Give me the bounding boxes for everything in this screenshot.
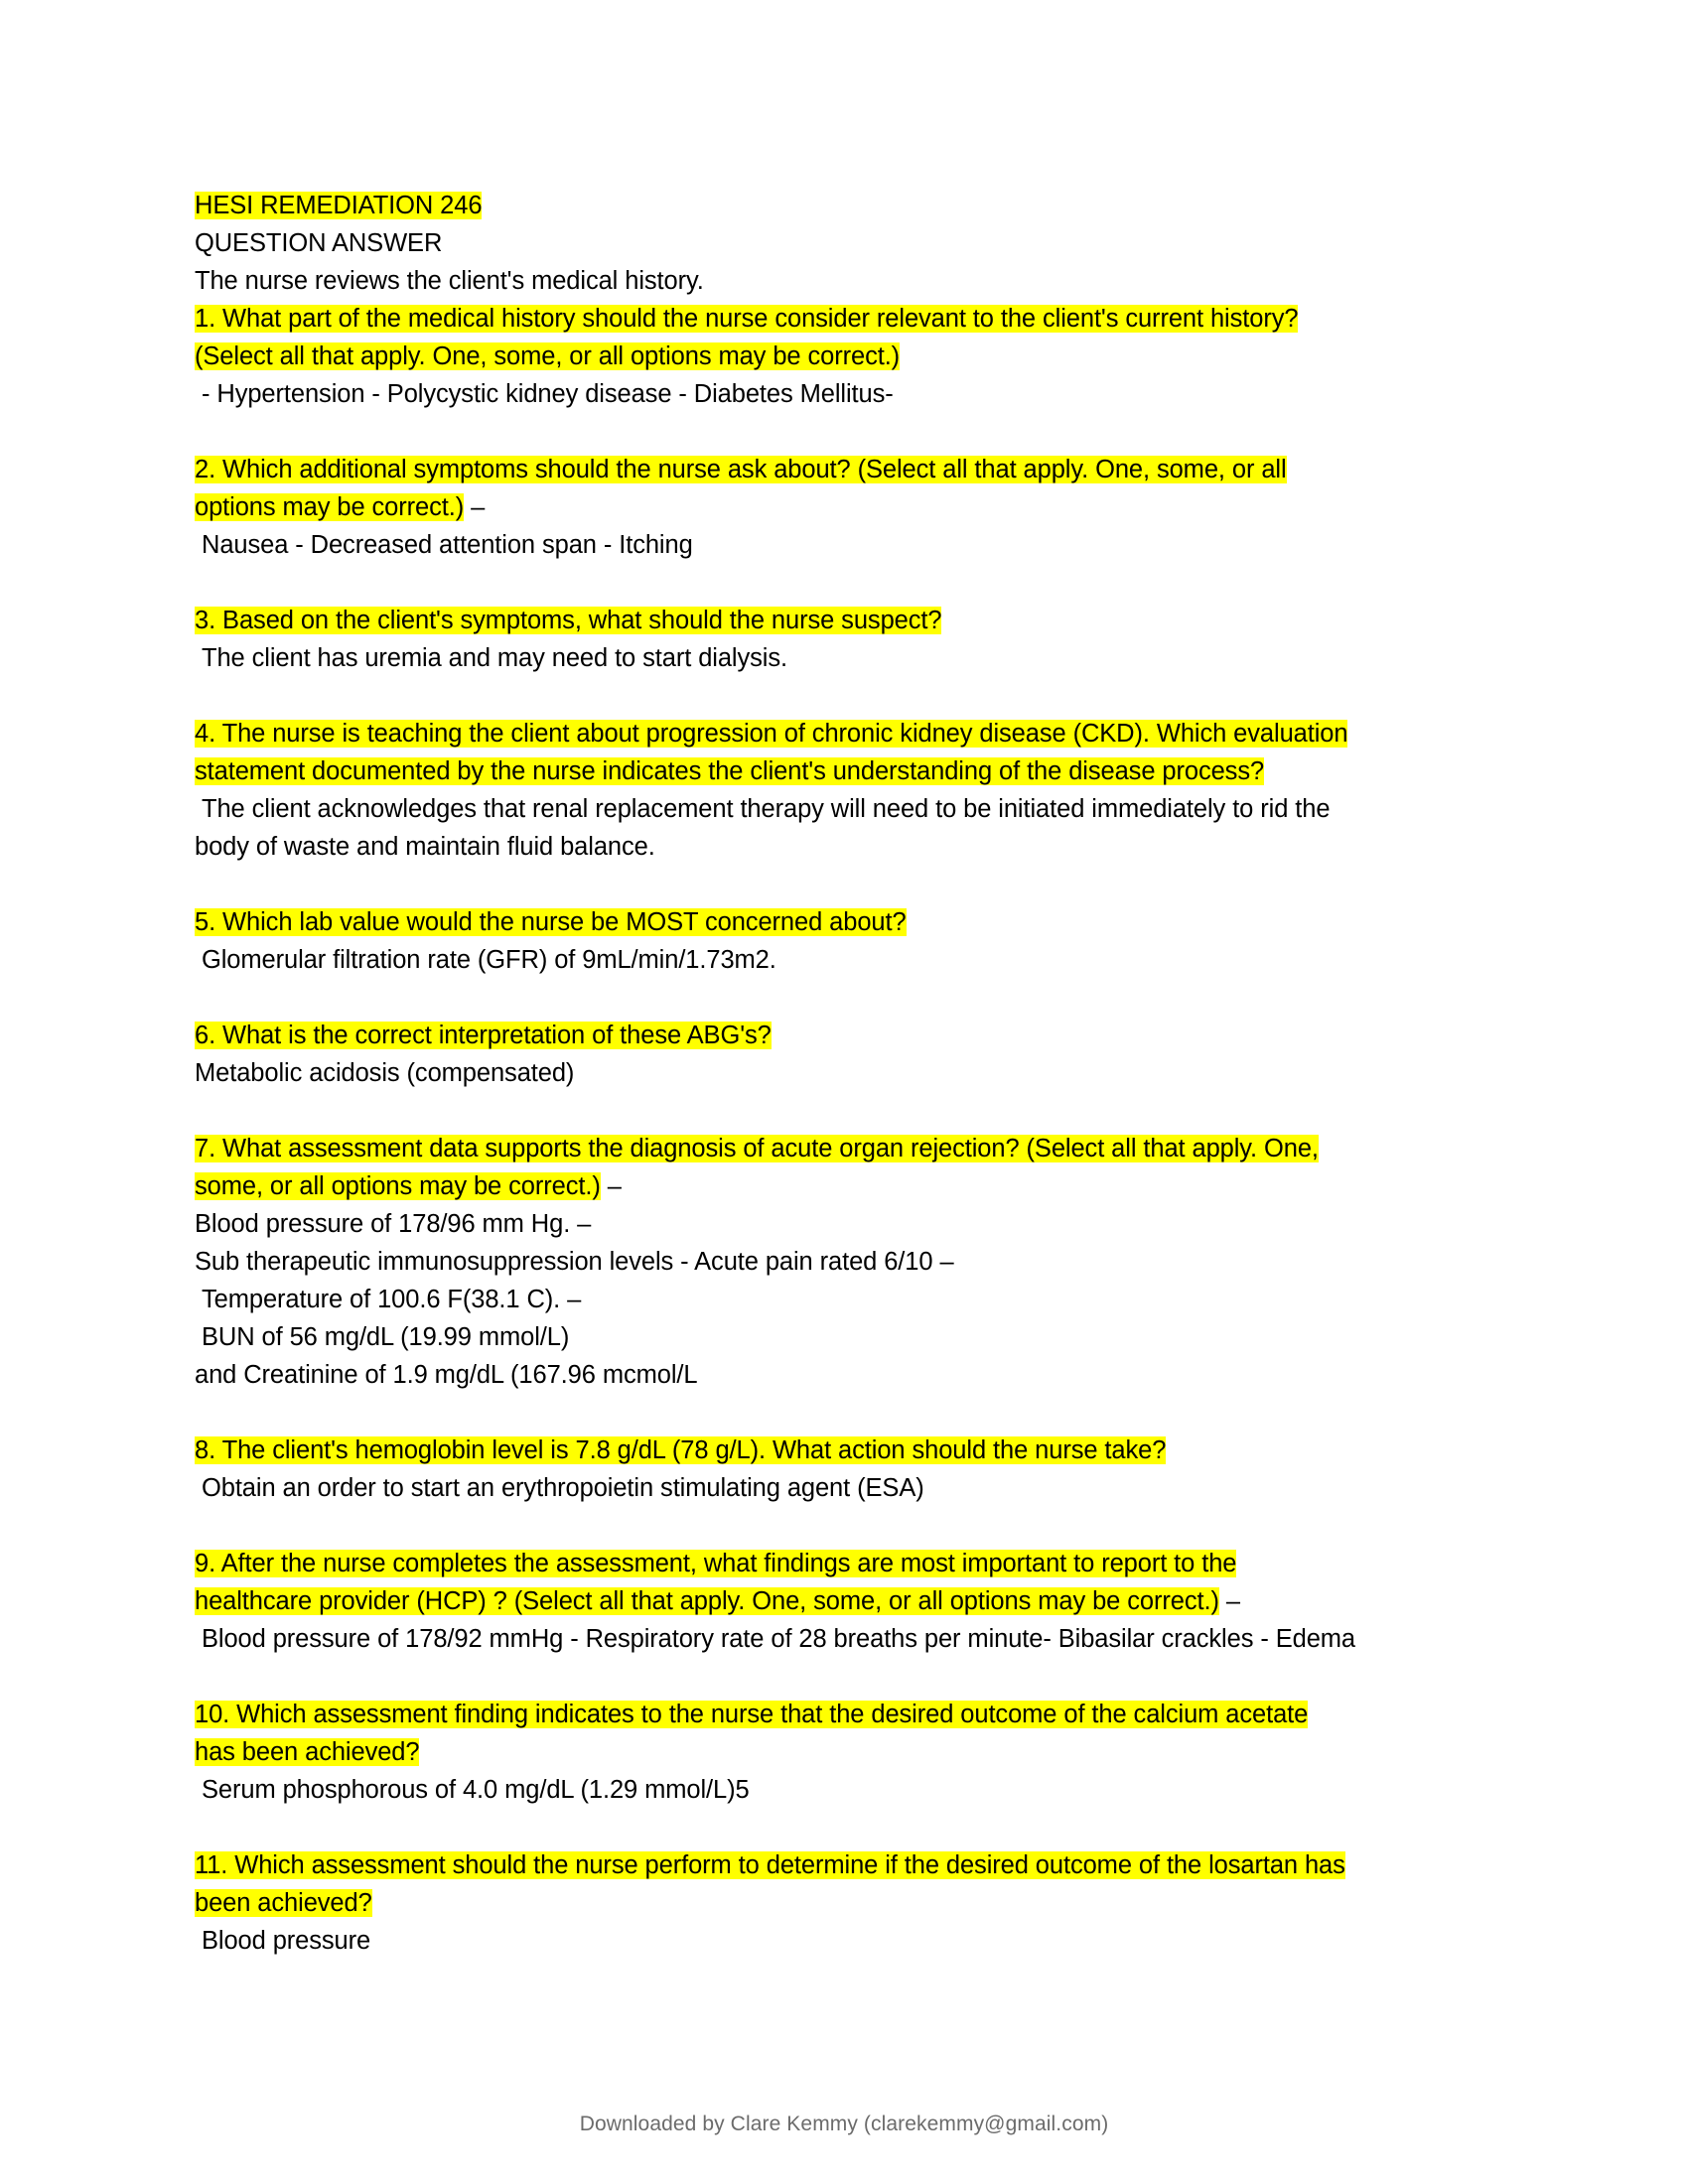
question-5-text: 5. Which lab value would the nurse be MOST concerned about? xyxy=(195,908,907,936)
document-title: HESI REMEDIATION 246 xyxy=(195,192,483,219)
answer-8 xyxy=(195,1469,1476,1507)
answer-4-text-part-2: body of waste and maintain fluid balance. xyxy=(195,833,655,861)
question-3-text: 3. Based on the client's symptoms, what should the nurse suspect? xyxy=(195,607,942,634)
question-1-line-2 xyxy=(195,338,1476,375)
answer-7-text-part-3: Temperature of 100.6 F(38.1 C). – xyxy=(195,1286,582,1313)
block-spacer xyxy=(195,1507,1476,1545)
block-spacer xyxy=(195,866,1476,903)
answer-1 xyxy=(195,375,1476,413)
answer-7-text-part-2: Sub therapeutic immunosuppression levels - Acute pain rated 6/10 – xyxy=(195,1248,954,1276)
answer-7-line-3 xyxy=(195,1281,1476,1318)
document-body xyxy=(195,187,1476,1960)
question-8-text: 8. The client's hemoglobin level is 7.8 g/dL (78 g/L). What action should the nurse take? xyxy=(195,1436,1167,1464)
question-9-text-part-1: 9. After the nurse completes the assessment, what findings are most important to report to the xyxy=(195,1550,1237,1577)
intro-line xyxy=(195,262,1476,300)
footer-watermark: Downloaded by Clare Kemmy (clarekemmy@gmail.com) xyxy=(579,2113,1109,2135)
question-1-text-part-2: (Select all that apply. One, some, or all options may be correct.) xyxy=(195,342,901,370)
answer-11-text: Blood pressure xyxy=(195,1927,371,1955)
document-title-line xyxy=(195,187,1476,224)
question-4-line-1 xyxy=(195,715,1476,752)
question-10-line-1 xyxy=(195,1696,1476,1733)
answer-9 xyxy=(195,1620,1476,1658)
question-4-text-part-1: 4. The nurse is teaching the client about progression of chronic kidney disease (CKD). Which evaluation xyxy=(195,720,1348,748)
question-11-line-1 xyxy=(195,1846,1476,1884)
question-2-text-part-1: 2. Which additional symptoms should the nurse ask about? (Select all that apply. One, some, or all xyxy=(195,456,1287,483)
question-7-text-part-1: 7. What assessment data supports the diagnosis of acute organ rejection? (Select all that apply. One, xyxy=(195,1135,1319,1162)
question-7-text-part-2: some, or all options may be correct.) xyxy=(195,1172,601,1200)
answer-4-line-2 xyxy=(195,828,1476,866)
question-4-line-2 xyxy=(195,752,1476,790)
question-9-text-part-2: healthcare provider (HCP) ? (Select all that apply. One, some, or all options may be correct.) xyxy=(195,1587,1219,1615)
question-6-line-1 xyxy=(195,1017,1476,1054)
document-subtitle-line xyxy=(195,224,1476,262)
answer-7-text-part-1: Blood pressure of 178/96 mm Hg. – xyxy=(195,1210,592,1238)
answer-7-line-4 xyxy=(195,1318,1476,1356)
question-11-text-part-2: been achieved? xyxy=(195,1889,372,1917)
question-9-dash: – xyxy=(1218,1587,1240,1615)
answer-7-line-5 xyxy=(195,1356,1476,1394)
answer-4-line-1 xyxy=(195,790,1476,828)
answer-2 xyxy=(195,526,1476,564)
answer-10-text: Serum phosphorous of 4.0 mg/dL (1.29 mmol/L)5 xyxy=(195,1776,750,1804)
question-3-line-1 xyxy=(195,602,1476,639)
block-spacer xyxy=(195,413,1476,451)
question-1-line-1 xyxy=(195,300,1476,338)
question-7-dash: – xyxy=(600,1172,622,1200)
answer-6 xyxy=(195,1054,1476,1092)
block-spacer xyxy=(195,677,1476,715)
block-spacer xyxy=(195,564,1476,602)
answer-3 xyxy=(195,639,1476,677)
question-2-text-part-2: options may be correct.) xyxy=(195,493,465,521)
question-1-text-part-1: 1. What part of the medical history should the nurse consider relevant to the client's current history? xyxy=(195,305,1299,333)
answer-1-text: - Hypertension - Polycystic kidney disease - Diabetes Mellitus- xyxy=(195,380,894,408)
block-spacer xyxy=(195,1092,1476,1130)
answer-4-text-part-1: The client acknowledges that renal replacement therapy will need to be initiated immediately to rid the xyxy=(195,795,1331,823)
document-subtitle: QUESTION ANSWER xyxy=(195,229,443,257)
question-10-text-part-1: 10. Which assessment finding indicates to the nurse that the desired outcome of the calcium acetate xyxy=(195,1701,1309,1728)
answer-5-text: Glomerular filtration rate (GFR) of 9mL/min/1.73m2. xyxy=(195,946,776,974)
question-10-line-2 xyxy=(195,1733,1476,1771)
question-11-line-2 xyxy=(195,1884,1476,1922)
question-9-line-1 xyxy=(195,1545,1476,1582)
question-5-line-1 xyxy=(195,903,1476,941)
question-2-line-2 xyxy=(195,488,1476,526)
answer-9-text: Blood pressure of 178/92 mmHg - Respiratory rate of 28 breaths per minute- Bibasilar crackles - Edema xyxy=(195,1625,1356,1653)
question-8-line-1 xyxy=(195,1432,1476,1469)
question-7-line-1 xyxy=(195,1130,1476,1167)
answer-2-text: Nausea - Decreased attention span - Itching xyxy=(195,531,693,559)
question-2-line-1 xyxy=(195,451,1476,488)
answer-7-text-part-5: and Creatinine of 1.9 mg/dL (167.96 mcmol/L xyxy=(195,1361,698,1389)
answer-10 xyxy=(195,1771,1476,1809)
answer-8-text: Obtain an order to start an erythropoietin stimulating agent (ESA) xyxy=(195,1474,924,1502)
question-11-text-part-1: 11. Which assessment should the nurse perform to determine if the desired outcome of the losartan has xyxy=(195,1851,1345,1879)
question-7-line-2 xyxy=(195,1167,1476,1205)
answer-7-line-1 xyxy=(195,1205,1476,1243)
answer-7-line-2 xyxy=(195,1243,1476,1281)
question-9-line-2 xyxy=(195,1582,1476,1620)
question-4-text-part-2: statement documented by the nurse indicates the client's understanding of the disease process? xyxy=(195,757,1265,785)
block-spacer xyxy=(195,1809,1476,1846)
block-spacer xyxy=(195,1394,1476,1432)
block-spacer xyxy=(195,979,1476,1017)
intro-text: The nurse reviews the client's medical history. xyxy=(195,267,704,295)
answer-3-text: The client has uremia and may need to start dialysis. xyxy=(195,644,787,672)
answer-6-text: Metabolic acidosis (compensated) xyxy=(195,1059,575,1087)
answer-5 xyxy=(195,941,1476,979)
question-6-text: 6. What is the correct interpretation of these ABG's? xyxy=(195,1022,772,1049)
answer-11 xyxy=(195,1922,1476,1960)
question-10-text-part-2: has been achieved? xyxy=(195,1738,420,1766)
block-spacer xyxy=(195,1658,1476,1696)
answer-7-text-part-4: BUN of 56 mg/dL (19.99 mmol/L) xyxy=(195,1323,570,1351)
question-2-dash: – xyxy=(464,493,486,521)
